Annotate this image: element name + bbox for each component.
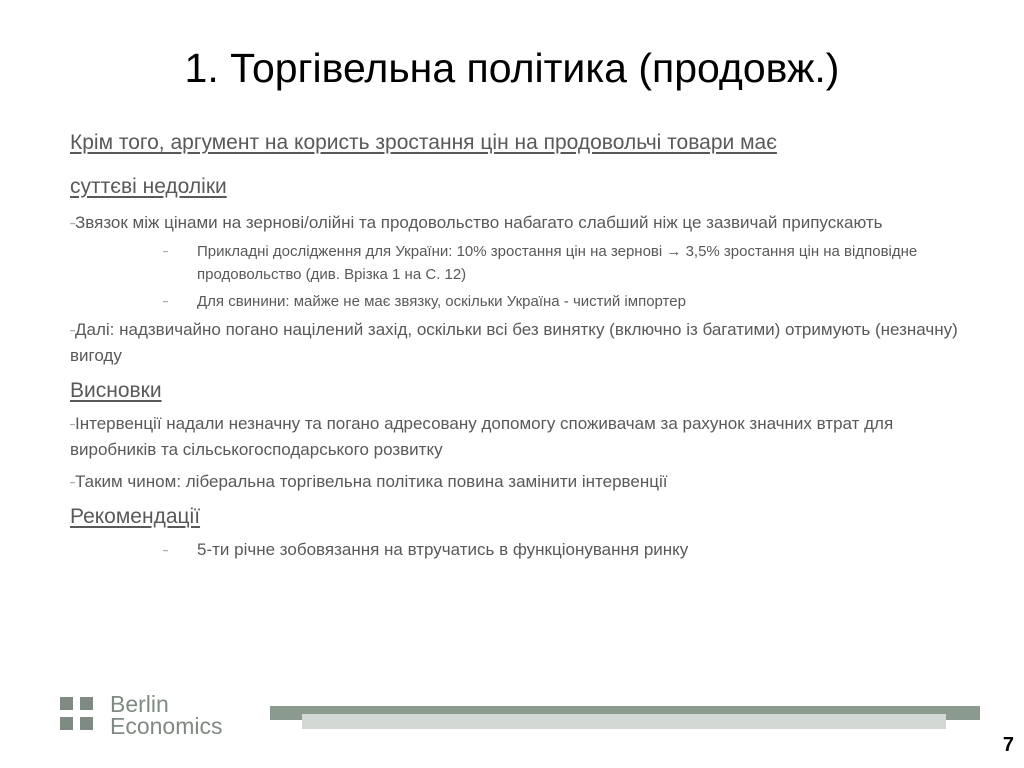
- logo-text: [110, 693, 222, 737]
- intro-sub-1: [70, 240, 970, 286]
- logo-line-1: Berlin: [110, 691, 169, 717]
- recommendations-sub-1: [70, 537, 970, 563]
- bullet-dash: –: [70, 477, 76, 487]
- conclusions-point-1: [70, 411, 970, 463]
- bullet-dash: –: [163, 246, 169, 256]
- conclusions-heading: Висновки: [70, 379, 162, 402]
- intro-heading-2: [70, 160, 970, 214]
- intro-point-2-text: Далі: надзвичайно погано націлений захід, оскільки всі без винятку (включно із багатими) отримують (незначну) вигоду: [70, 320, 958, 365]
- conclusions-point-2-text: Таким чином: ліберальна торгівельна політика повина замінити інтервенції: [75, 472, 668, 491]
- berlin-economics-logo: [60, 693, 222, 742]
- page-number: 7: [1002, 734, 1014, 756]
- recommendations-sub-1-text: 5-ти річне зобовязання на втручатись в функціонування ринку: [197, 540, 689, 559]
- bullet-dash: –: [70, 218, 76, 228]
- conclusions-point-2: [70, 469, 970, 495]
- recommendations-heading: Рекомендації: [70, 505, 201, 528]
- bullet-dash: –: [70, 325, 76, 335]
- intro-point-1-text: Звязок між цінами на зернові/олійні та продовольство набагато слабший ніж це зазвичай припускають: [75, 213, 883, 232]
- bullet-dash: –: [163, 296, 169, 306]
- footer-bar-light: [302, 714, 946, 729]
- intro-sub-2-text: Для свинини: майже не має звязку, оскільки Україна - чистий імпортер: [197, 293, 686, 310]
- intro-heading-line1: Крім того, аргумент на користь зростання цін на продовольчі товари має: [70, 131, 777, 154]
- intro-heading: [70, 126, 970, 160]
- intro-sub-1-text: Прикладні дослідження для України: 10% зростання цін на зернові → 3,5% зростання цін на відповідне продовольство (див. Врізка 1 на С. 12): [197, 243, 918, 283]
- intro-sub-2: [70, 290, 970, 313]
- conclusions-point-1-text: Інтервенції надали незначну та погано адресовану допомогу споживачам за рахунок значних втрат для виробників та сільськогосподарського розвитку: [70, 414, 894, 459]
- intro-point-2: [70, 317, 970, 369]
- slide-content: [70, 126, 970, 563]
- logo-mark-icon: [60, 697, 100, 742]
- logo-line-2: Economics: [110, 713, 223, 739]
- bullet-dash: –: [70, 419, 76, 429]
- intro-heading-line2: суттєві недоліки: [70, 175, 227, 198]
- intro-point-1: [70, 210, 970, 236]
- bullet-dash: –: [163, 545, 169, 555]
- slide-title: 1. Торгівельна політика (продовж.): [184, 45, 840, 91]
